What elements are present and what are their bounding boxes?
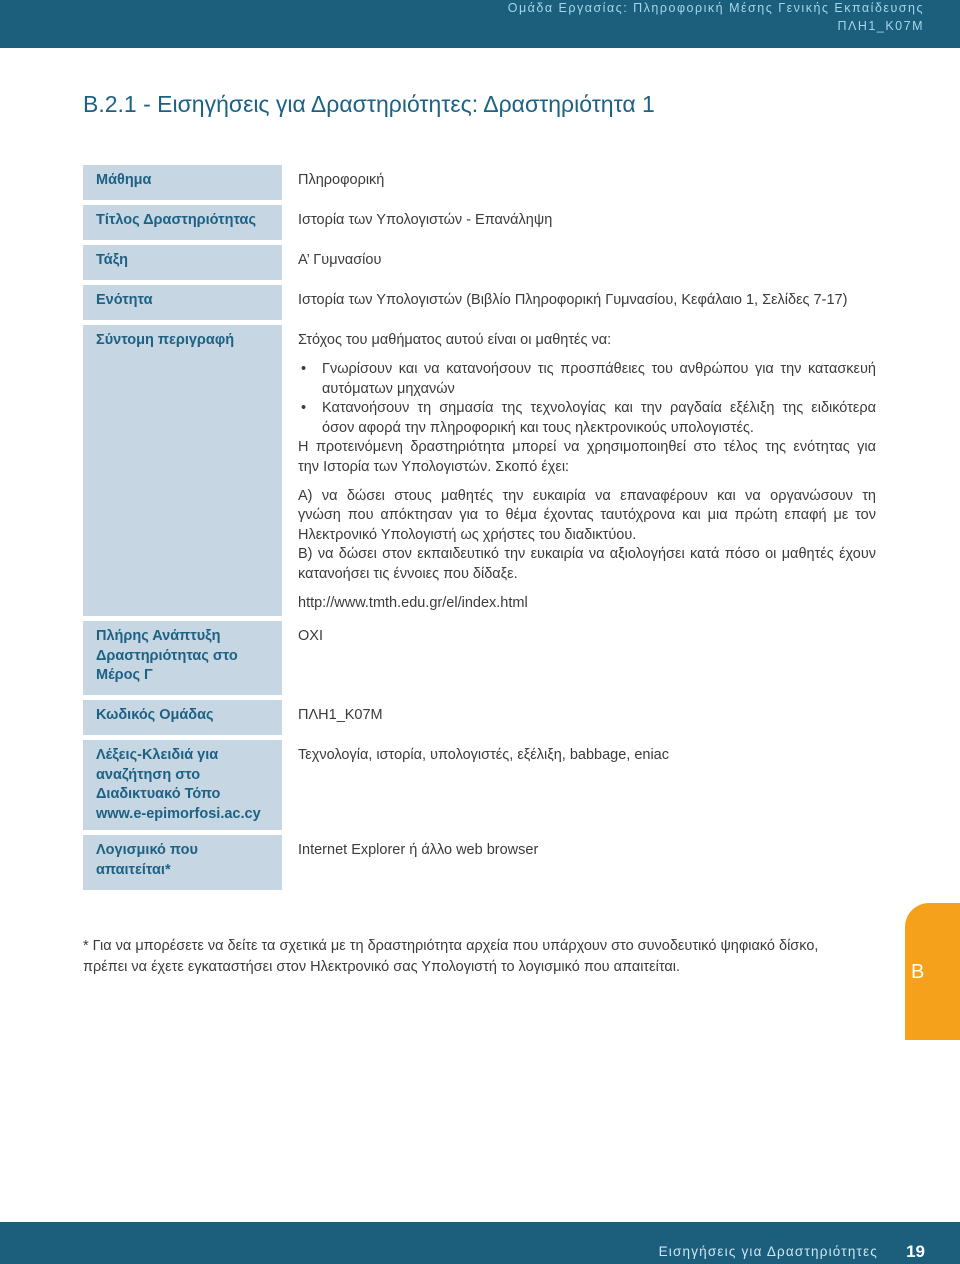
label-keywords (83, 740, 282, 830)
label-text: Λογισμικό που (96, 842, 198, 858)
label-text: απαιτείται* (96, 861, 171, 878)
label-required-software (83, 835, 282, 890)
label-text: αναζήτηση στο (96, 766, 201, 783)
section-tab (905, 903, 960, 1040)
label-course (83, 165, 282, 200)
label-full-development (83, 621, 282, 695)
value-keywords: Τεχνολογία, ιστορία, υπολογιστές, εξέλιξη, babbage, eniac (298, 747, 669, 763)
label-text: www.e-epimorfosi.ac.cy (96, 805, 261, 822)
header-bar (0, 0, 960, 48)
label-text: Τάξη (96, 252, 129, 268)
description-line: Η προτεινόμενη δραστηριότητα μπορεί να χρησιμοποιηθεί στο τέλος της ενότητας για (298, 439, 876, 455)
label-grade (83, 245, 282, 280)
footer-bar (0, 1222, 960, 1264)
header-group-name: Ομάδα Εργασίας: Πληροφορική Μέσης Γενικής Εκπαίδευσης (507, 1, 924, 15)
label-text: Μάθημα (96, 172, 152, 188)
value-grade: Α’ Γυμνασίου (298, 252, 382, 268)
footnote-line: * Για να μπορέσετε να δείτε τα σχετικά με τη δραστηριότητα αρχεία που υπάρχουν στο συνοδευτικό ψηφιακό δίσκο, (83, 938, 819, 954)
page-title: Β.2.1 - Εισηγήσεις για Δραστηριότητες: Δραστηριότητα 1 (83, 91, 655, 117)
label-text: Λέξεις-Κλειδιά για (96, 747, 219, 763)
list-item (298, 399, 876, 438)
description-line: Β) να δώσει στον εκπαιδευτικό την ευκαιρία να αξιολογήσει κατά πόσο οι μαθητές έχουν (298, 546, 876, 562)
page-number: 19 (906, 1242, 925, 1261)
description-line: Α) να δώσει στους μαθητές την ευκαιρία να επαναφέρουν και να οργανώσουν τη (298, 487, 876, 504)
description-link-block (298, 594, 876, 614)
footnote-line: πρέπει να έχετε εγκαταστήσει στον Ηλεκτρονικό σας Υπολογιστή το λογισμικό που απαιτείται. (83, 958, 680, 975)
label-short-description (83, 325, 282, 616)
label-activity-title (83, 205, 282, 240)
value-group-code: ΠΛΗ1_Κ07Μ (298, 707, 383, 723)
label-text: Τίτλος Δραστηριότητας (96, 212, 256, 228)
description-line: Κατανοήσουν τη σημασία της τεχνολογίας και την ραγδαία εξέλιξη της ειδικότερα (322, 400, 876, 416)
label-text: Δραστηριότητας στο (96, 647, 238, 664)
description-goals (298, 360, 876, 477)
section-tab-letter: Β (911, 961, 925, 983)
description-line: Γνωρίσουν και να κατανοήσουν τις προσπάθειες του ανθρώπου για την κατασκευή (322, 361, 876, 377)
description-aims (298, 487, 876, 585)
footer-section-title: Εισηγήσεις για Δραστηριότητες (658, 1244, 878, 1259)
description-intro (298, 331, 876, 351)
value-course: Πληροφορική (298, 172, 385, 188)
description-line: γνώση που απόκτησαν για το θέμα έχοντας ταυτόχρονα και μια πρώτη επαφή με τον (298, 507, 876, 523)
value-required-software: Internet Explorer ή άλλο web browser (298, 842, 539, 858)
header-group-code: ΠΛΗ1_Κ07Μ (837, 19, 924, 33)
reference-link[interactable]: http://www.tmth.edu.gr/el/index.html (298, 594, 528, 611)
footnote (83, 936, 818, 977)
label-text: Κωδικός Ομάδας (96, 707, 214, 723)
value-short-description (282, 325, 878, 616)
description-line: όσον αφορά την πληροφορική και τους ηλεκτρονικούς υπολογιστές. (322, 419, 754, 436)
label-text: Διαδικτυακό Τόπο (96, 786, 221, 802)
label-text: Ενότητα (96, 292, 153, 308)
description-line: αυτόματων μηχανών (322, 380, 455, 397)
description-line: κατανοήσει τις έννοιες που δίδαξε. (298, 565, 518, 582)
label-text: Σύντομη περιγραφή (96, 332, 235, 348)
value-unit: Ιστορία των Υπολογιστών (Βιβλίο Πληροφορική Γυμνασίου, Κεφάλαιο 1, Σελίδες 7-17) (298, 292, 848, 308)
value-full-development: ΟΧΙ (298, 628, 323, 644)
description-line: Ηλεκτρονικό Υπολογιστή ως χρήστες του διαδικτύου. (298, 526, 637, 543)
bullet-icon (301, 399, 306, 419)
label-text: Πλήρης Ανάπτυξη (96, 628, 221, 644)
bullet-icon (301, 360, 306, 380)
label-unit (83, 285, 282, 320)
label-group-code (83, 700, 282, 735)
description-line: την Ιστορία των Υπολογιστών. Σκοπό έχει: (298, 458, 570, 475)
activity-table (83, 165, 878, 890)
value-activity-title: Ιστορία των Υπολογιστών - Επανάληψη (298, 212, 553, 228)
label-text: Μέρος Γ (96, 667, 153, 683)
description-line: Στόχος του μαθήματος αυτού είναι οι μαθητές να: (298, 332, 612, 348)
list-item (298, 360, 876, 399)
